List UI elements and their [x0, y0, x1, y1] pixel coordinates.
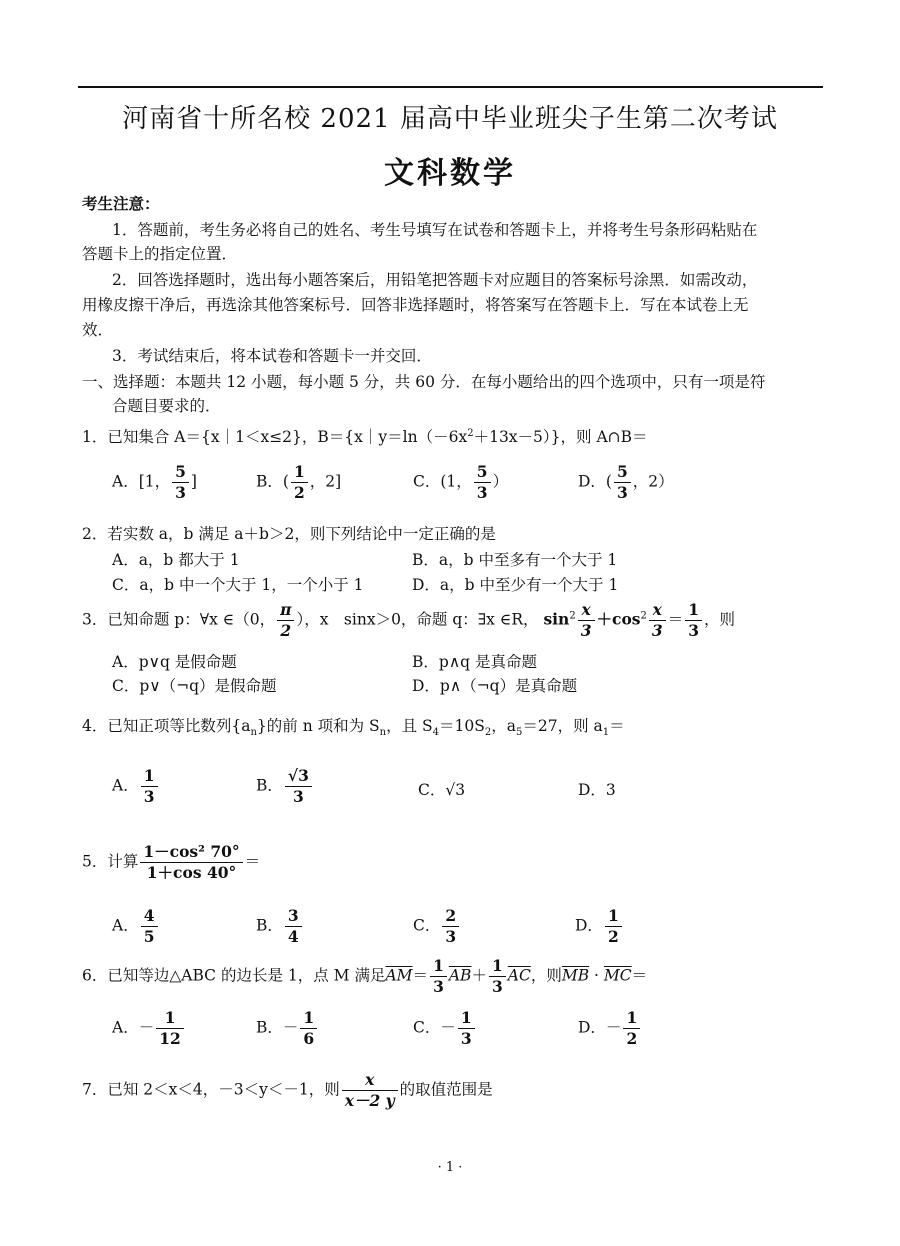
page-number: · 1 ·	[437, 1160, 463, 1175]
notice-item3: 3．考试结束后，将本试卷和答题卡一并交回．	[112, 347, 432, 365]
q5-option-d: D． $\frac{1}{2}$	[575, 906, 624, 947]
q2-option-d: D．a，b 中至少有一个大于 1	[412, 576, 619, 594]
q6-option-a: A．－ $\frac{1}{12}$	[112, 1008, 186, 1049]
subject-title: 文科数学	[384, 156, 516, 191]
q4-option-c: C．√3	[418, 781, 466, 799]
q3-option-a: A．p∨q 是假命题	[112, 653, 237, 671]
q3-option-c: C．p∨（¬q）是假命题	[112, 677, 277, 695]
notice-item1-line2: 答题卡上的指定位置．	[82, 245, 238, 263]
q2-option-a: A．a，b 都大于 1	[112, 551, 240, 569]
q6-option-d: D．－ $\frac{1}{2}$	[578, 1008, 642, 1049]
q6-option-b: B．－ $\frac{1}{6}$	[256, 1008, 319, 1049]
exam-title: 河南省十所名校 2021 届高中毕业班尖子生第二次考试	[122, 104, 778, 134]
q1-stem: 1．已知集合 A＝{x｜1＜x≤2}，$B=\{x|y=\ln(-6x^2+13x-5)\}$，则 A∩B＝	[82, 428, 648, 447]
q4-option-d: D．3	[578, 781, 616, 799]
notice-heading: 考生注意：	[82, 194, 160, 213]
q1-option-d: D．( $\frac{5}{3}$ ，2）	[578, 462, 674, 502]
section1-line1: 一、选择题：本题共 12 小题，每小题 5 分，共 60 分．在每小题给出的四个选项中，只有一项是符	[82, 373, 766, 391]
notice-item1-line1: 1．答题前，考生务必将自己的姓名、考生号填写在试卷和答题卡上，并将考生号条形码粘贴在	[112, 221, 758, 239]
q2-option-c: C．a，b 中一个大于 1，一个小于 1	[112, 576, 364, 594]
q3-option-b: B．p∧q 是真命题	[412, 653, 538, 671]
q6-option-c: C．－ $\frac{1}{3}$	[413, 1008, 477, 1049]
q1-option-b: B．( $\frac{1}{2}$ ，2]	[256, 462, 342, 502]
notice-item2-line2: 用橡皮擦干净后，再选涂其他答案标号．回答非选择题时，将答案写在答题卡上．写在本试卷上无	[82, 296, 749, 314]
q4-stem: 4．已知正项等比数列$\{a_n\}$的前 n 项和为 $S_n$，且 $S_4=10S_2$，$a_5=27$，则 $a_1=$	[82, 717, 625, 739]
q5-stem: 5．计算 $\frac{\text{1－cos² 70°}}{1+\cos 40^\circ}$ ＝	[82, 842, 261, 882]
notice-item2-line1: 2．回答选择题时，选出每小题答案后，用铅笔把答题卡对应题目的答案标号涂黑．如需改动，	[112, 271, 758, 289]
q7-stem: 7．已知 2＜x＜4，－3＜y＜－1，则 $\frac{x}{x-2 y}$ 的取值范围是	[82, 1070, 493, 1110]
q5-option-a: A． $\frac{4}{5}$	[112, 906, 160, 947]
q5-option-b: B． $\frac{3}{4}$	[256, 906, 304, 947]
section1-line2: 合题目要求的．	[112, 397, 221, 415]
header-rule	[78, 86, 823, 88]
q4-option-a: A． $\frac{1}{3}$	[112, 766, 160, 807]
q3-stem: 3．已知命题 p：∀x ∈（0， $\frac{\pi}{2}$ ），x sinx＞0，命题 q：∃x ∈R， $\sin^2$ $\frac{x}{3}$ $+\cos^2$ $\frac{x}{3}$ ＝ $\frac{1}{3}$ ，则	[82, 600, 736, 640]
q2-option-b: B．a，b 中至多有一个大于 1	[412, 551, 618, 569]
q2-stem: 2．若实数 a，b 满足 a＋b＞2，则下列结论中一定正确的是	[82, 525, 496, 543]
q6-stem: 6．已知等边△ABC 的边长是 1，点 M 满足$\overline{AM}=$ $\frac{1}{3}$ $\overline{AB}+$ $\frac{1}{3}$ $\overline{AC}$，则$\overline{MB} \cdot \overline{MC}=$	[82, 956, 648, 996]
q1-option-a: A．[1， $\frac{5}{3}$ ]	[112, 462, 197, 502]
q3-option-d: D．p∧（¬q）是真命题	[412, 677, 578, 695]
q5-option-c: C． $\frac{2}{3}$	[413, 906, 461, 947]
notice-item2-line3: 效．	[82, 321, 114, 339]
q1-option-c: C．(1， $\frac{5}{3}$ ）	[413, 462, 509, 502]
q4-option-b: B． $\frac{√3}{3}$	[256, 766, 314, 807]
